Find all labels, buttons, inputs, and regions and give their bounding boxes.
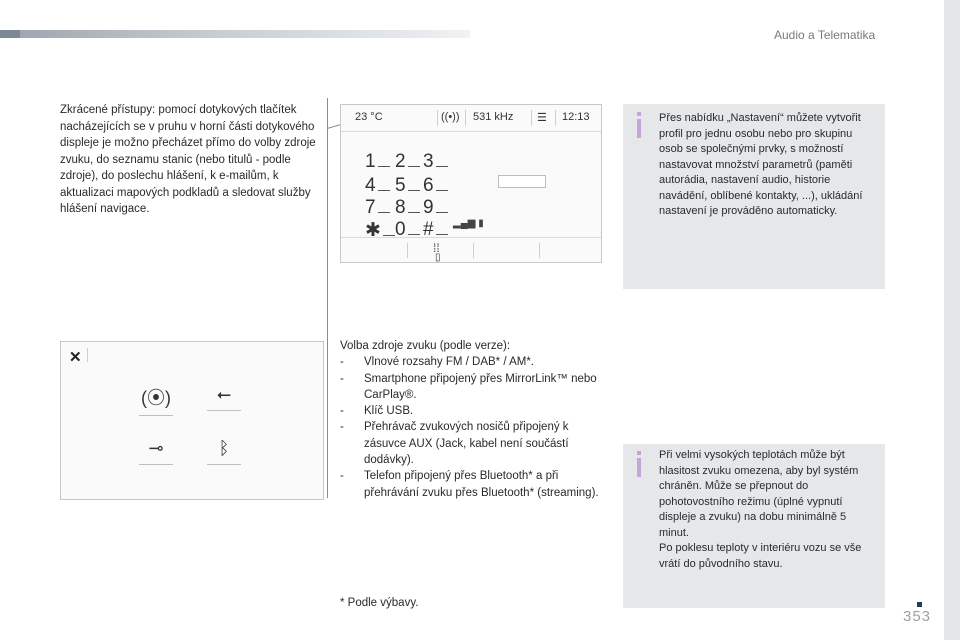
touchscreen-phone-keypad (340, 104, 602, 263)
key-4[interactable]: 4 (365, 175, 401, 197)
phone-icon[interactable]: ▯ (435, 252, 441, 263)
source-list-intro: Volba zdroje zvuku (podle verze): (340, 340, 511, 352)
key-1[interactable]: 1 (365, 151, 401, 173)
close-icon[interactable]: ✕ (69, 349, 82, 366)
top-bar-end (0, 30, 20, 38)
key-3[interactable]: 3 (423, 151, 459, 173)
temperature-readout: 23 °C (355, 111, 383, 123)
info-icon-bar (637, 119, 641, 138)
dialed-number-field[interactable] (498, 175, 546, 188)
radio-antenna-icon: (⦿) (141, 388, 171, 408)
signal-battery-indicator (453, 218, 484, 229)
header-separator (87, 348, 88, 362)
status-separator (437, 110, 438, 126)
info-box-temperature (623, 444, 885, 608)
aux-source-tile[interactable] (139, 438, 173, 459)
touchscreen-audio-sources (60, 341, 324, 500)
usb-icon: ⭠ (216, 384, 232, 404)
info-temperature-text: Při velmi vysokých teplotách může být hlasitost zvuku omezena, aby byl systém chráněn. Může se přepnout do pohotovostního režimu (úplné vypnutí displeje a zvuku) na dobu minimálně 5 minut. Po poklesu teploty v interiéru vozu se vše vrátí do původního stavu. (659, 449, 862, 570)
key-9[interactable]: 9 (423, 197, 459, 219)
status-separator (465, 110, 466, 126)
list-item: - Vlnové rozsahy FM / DAB* / AM*. (340, 356, 535, 369)
grid-icon[interactable]: ⁞⁞ (433, 241, 440, 255)
bottom-separator (473, 243, 474, 258)
footnote: * Podle výbavy. (340, 597, 419, 609)
list-item: - Smartphone připojený přes MirrorLink™ nebo CarPlay®. (340, 372, 597, 401)
signal-icon: ▂▄▆ (453, 218, 476, 229)
page-number: 353 (903, 608, 931, 625)
bottom-separator (539, 243, 540, 258)
source-selection-list (340, 338, 610, 501)
status-bar (341, 105, 601, 132)
info-box-settings (623, 104, 885, 289)
list-item: - Telefon připojený přes Bluetooth* a při přehrávání zvuku přes Bluetooth* (streaming). (340, 470, 599, 499)
top-decorative-bar (0, 30, 470, 38)
battery-icon: ▮ (478, 218, 484, 229)
bottom-separator (407, 243, 408, 258)
key-star[interactable]: ✱ (365, 219, 401, 242)
radio-antenna-icon[interactable]: ((•)) (441, 111, 460, 123)
status-separator (555, 110, 556, 126)
message-list-icon[interactable]: ☰ (537, 112, 547, 124)
usb-source-tile[interactable] (207, 384, 241, 405)
right-edge-strip (944, 0, 960, 640)
key-hash[interactable]: # (423, 219, 459, 241)
bluetooth-source-tile[interactable] (207, 438, 241, 459)
info-icon (637, 451, 641, 455)
shortcuts-paragraph: Zkrácené přístupy: pomocí dotykových tlačítek nacházejících se v pruhu v horní části dotykového displeje je možno přecházet přímo do volby zdroje zvuku, do seznamu stanic (nebo titulů - podle zdroje), do poslechu hlášení, k e-mailům, k aktualizaci mapových podkladů a sledovat služby hlášení navigace. (60, 104, 316, 215)
status-separator (531, 110, 532, 126)
key-2[interactable]: 2 (395, 151, 431, 173)
page-marker (917, 602, 922, 607)
info-settings-text: Přes nabídku „Nastavení“ můžete vytvořit profil pro jednu osobu nebo pro skupinu osob se společnými prvky, s možností nastavovat množství parametrů (paměti autorádia, nastavení audio, historie navádění, oblíbené kontakty, ...), ukládání nastavení je prováděno automaticky. (659, 112, 863, 217)
key-6[interactable]: 6 (423, 175, 459, 197)
radio-source-tile[interactable] (139, 384, 173, 410)
list-item: - Přehrávač zvukových nosičů připojený k zásuvce AUX (Jack, kabel není součástí dodávky). (340, 421, 569, 467)
column-divider (327, 98, 328, 498)
key-5[interactable]: 5 (395, 175, 431, 197)
bluetooth-icon: ᛒ (218, 438, 230, 458)
key-8[interactable]: 8 (395, 197, 431, 219)
key-0[interactable]: 0 (395, 219, 431, 241)
clock-readout: 12:13 (562, 111, 590, 123)
bottom-action-bar (341, 237, 601, 263)
list-item: - Klíč USB. (340, 405, 414, 418)
aux-jack-icon: ⊸ (148, 438, 164, 458)
info-icon-bar (637, 458, 641, 477)
section-title: Audio a Telematika (774, 28, 876, 42)
frequency-readout: 531 kHz (473, 111, 514, 123)
info-icon (637, 112, 641, 116)
key-7[interactable]: 7 (365, 197, 401, 219)
